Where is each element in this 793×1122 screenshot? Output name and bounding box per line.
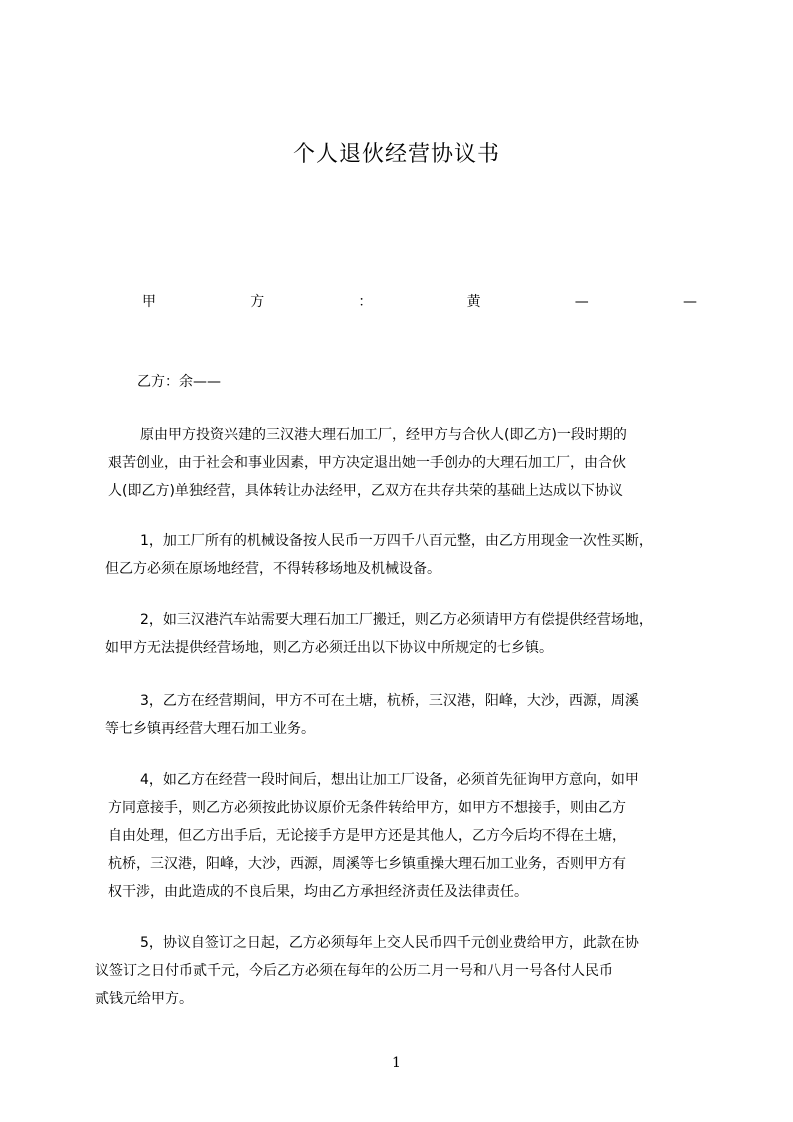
paragraph-line: 人(即乙方)单独经营，具体转让办法经甲，乙双方在共存共荣的基础上达成以下协议 [108,483,623,499]
paragraph-line: 3，乙方在经营期间，甲方不可在土塘，杭桥，三汉港，阳峰，大沙，西源，周溪 [140,693,639,709]
paragraph-line: 艰苦创业，由于社会和事业因素，甲方决定退出她一手创办的大理石加工厂，由合伙 [108,455,626,471]
paragraph-line: 自由处理，但乙方出手后，无论接手方是甲方还是其他人，乙方今后均不得在土塘， [108,828,626,844]
paragraph-line: 原由甲方投资兴建的三汉港大理石加工厂，经甲方与合伙人(即乙方)一段时期的 [140,427,627,443]
party-a-char: 方 [250,294,265,310]
party-a-char: 甲 [142,294,156,310]
paragraph-line: 权干涉，由此造成的不良后果，均由乙方承担经济责任及法律责任。 [108,884,528,900]
paragraph-line: 如甲方无法提供经营场地，则乙方必须迁出以下协议中所规定的七乡镇。 [105,640,553,656]
paragraph-line: 议签订之日付币贰千元，今后乙方必须在每年的公历二月一号和八月一号各付人民币 [95,963,613,979]
paragraph-line: 5，协议自签订之日起，乙方必须每年上交人民币四千元创业费给甲方，此款在协 [140,935,639,951]
paragraph-line: 等七乡镇再经营大理石加工业务。 [105,721,315,737]
paragraph-line: 2，如三汉港汽车站需要大理石加工厂搬迁，则乙方必须请甲方有偿提供经营场地， [140,612,653,628]
party-a-char: — [682,294,697,310]
party-a-line [142,292,697,312]
paragraph-line: 但乙方必须在原场地经营，不得转移场地及机械设备。 [105,561,441,577]
party-a-char: — [574,294,589,310]
paragraph-line: 方同意接手，则乙方必须按此协议原价无条件转给甲方，如甲方不想接手，则由乙方 [108,800,626,816]
party-b-line: 乙方：余—— [137,374,221,390]
paragraph-line: 贰钱元给甲方。 [95,991,193,1007]
paragraph-line: 4，如乙方在经营一段时间后，想出让加工厂设备，必须首先征询甲方意向，如甲 [140,772,639,788]
page-number: 1 [392,1055,401,1071]
paragraph-line: 杭桥，三汉港，阳峰，大沙，西源，周溪等七乡镇重操大理石加工业务，否则甲方有 [108,856,626,872]
paragraph-line: 1，加工厂所有的机械设备按人民币一万四千八百元整，由乙方用现金一次性买断， [140,533,653,549]
party-a-char: ： [358,294,373,310]
document-title: 个人退伙经营协议书 [292,142,500,167]
party-a-char: 黄 [466,294,481,310]
